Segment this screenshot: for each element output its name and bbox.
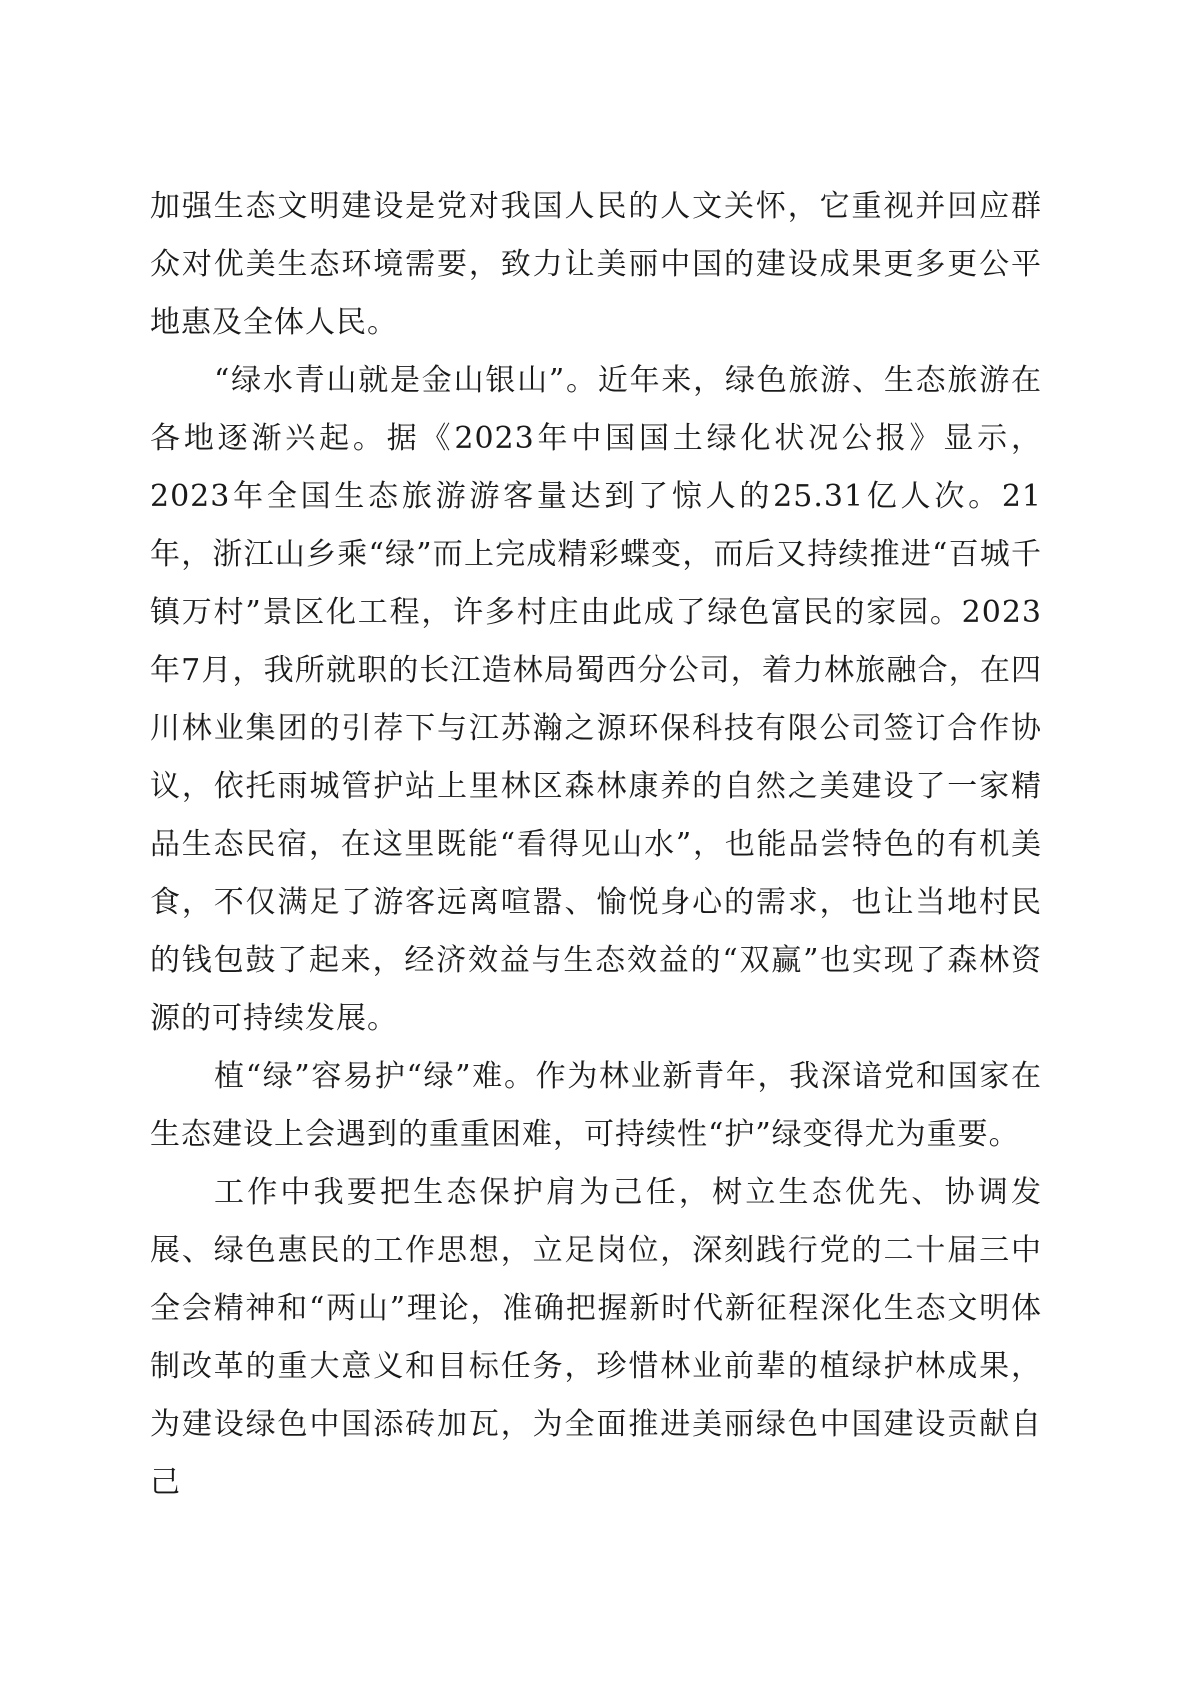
paragraph-ecological-civilization: 加强生态文明建设是党对我国人民的人文关怀，它重视并回应群众对优美生态环境需要，致力让美丽中国的建设成果更多更公平地惠及全体人民。 — [150, 189, 1042, 340]
document-body — [150, 178, 1042, 1512]
paragraph-work-commitment: 工作中我要把生态保护肩为己任，树立生态优先、协调发展、绿色惠民的工作思想，立足岗位，深刻践行党的二十届三中全会精神和“两山”理论，准确把握新时代新征程深化生态文明体制改革的重大意义和目标任务，珍惜林业前辈的植绿护林成果，为建设绿色中国添砖加瓦，为全面推进美丽绿色中国建设贡献自己 — [150, 1175, 1042, 1500]
paragraph-green-mountains: “绿水青山就是金山银山”。近年来，绿色旅游、生态旅游在各地逐渐兴起。据《2023年中国国土绿化状况公报》显示，2023年全国生态旅游游客量达到了惊人的25.31亿人次。21年，浙江山乡乘“绿”而上完成精彩蝶变，而后又持续推进“百城千镇万村”景区化工程，许多村庄由此成了绿色富民的家园。2023年7月，我所就职的长江造林局蜀西分公司，着力林旅融合，在四川林业集团的引荐下与江苏瀚之源环保科技有限公司签订合作协议，依托雨城管护站上里林区森林康养的自然之美建设了一家精品生态民宿，在这里既能“看得见山水”，也能品尝特色的有机美食，不仅满足了游客远离喧嚣、愉悦身心的需求，也让当地村民的钱包鼓了起来，经济效益与生态效益的“双赢”也实现了森林资源的可持续发展。 — [150, 363, 1042, 1036]
paragraph-protect-green: 植“绿”容易护“绿”难。作为林业新青年，我深谙党和国家在生态建设上会遇到的重重困难，可持续性“护”绿变得尤为重要。 — [150, 1059, 1042, 1152]
